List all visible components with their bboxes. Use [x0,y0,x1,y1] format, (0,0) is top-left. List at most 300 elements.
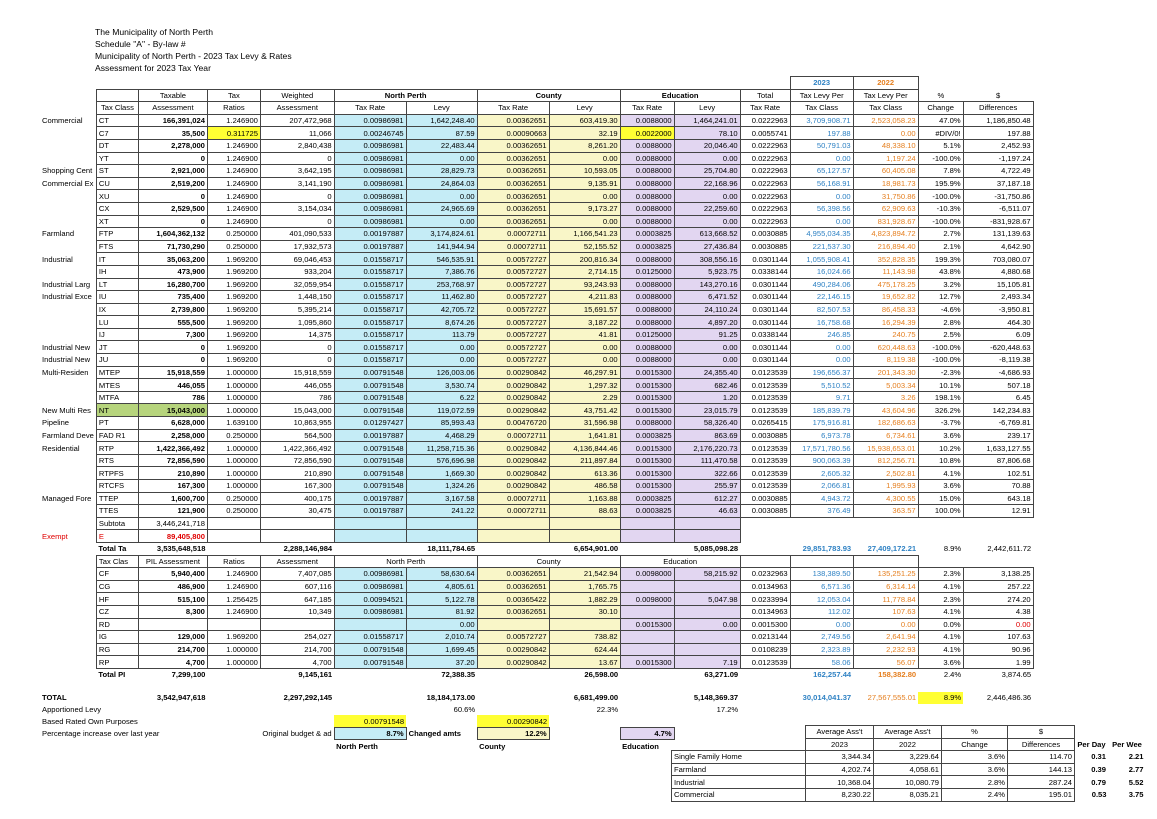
value-cell: 241.22 [406,505,477,518]
avg-2022-year: 2022 [874,738,942,751]
exempt-label: Exempt [42,531,68,541]
value-cell: 7.8% [918,165,963,178]
value-cell: 5,510.52 [790,379,853,392]
total-pil-edu: 63,271.09 [704,670,739,680]
tax-class-code: RG [96,643,138,656]
value-cell: 1.969200 [207,253,260,266]
based-rated-np: 0.00791548 [334,715,406,727]
value-cell: -31,750.86 [963,190,1033,203]
table-row [40,341,1033,354]
empty-cell [672,726,806,739]
category-label: Managed Fore [42,493,92,503]
value-cell: 65,127.57 [790,165,853,178]
value-cell: 198.1% [918,391,963,404]
table-row [40,316,1033,329]
total-pil-change: 2.4% [943,670,962,680]
value-cell: 2,323.89 [790,643,853,656]
value-cell: 507.18 [963,379,1033,392]
value-cell: 24,965.69 [406,202,477,215]
value-cell: 0.00362651 [477,177,549,190]
empty-cell [674,530,740,543]
value-cell: 1.246900 [207,114,260,127]
value-cell: 0.0301144 [740,253,790,266]
value-cell: 0.0222963 [740,139,790,152]
value-cell: 3,154,034 [260,202,334,215]
value-cell [620,580,674,593]
value-cell: 0.0030885 [740,505,790,518]
value-cell: 1,422,366,492 [138,442,207,455]
column-header-tax-class: Tax Class [790,102,853,115]
header-row-columns [40,102,1033,115]
empty-cell [207,542,260,555]
value-cell: -4.6% [918,303,963,316]
tax-class-code: PT [96,417,138,430]
value-cell: 7,300 [138,328,207,341]
tax-class-code: CX [96,202,138,215]
value-cell: 446,055 [260,379,334,392]
footer-edu-label: Education [622,741,659,751]
value-cell: 58,326.40 [674,417,740,430]
empty-cell [620,77,674,90]
value-cell: 8,119.38 [853,354,918,367]
value-cell: 5,047.98 [674,593,740,606]
category-label: Residential [42,443,80,453]
value-cell: 2,641.94 [853,631,918,644]
value-cell: 0.01558717 [334,316,406,329]
table-row [40,152,1033,165]
tax-class-code: C7 [96,127,138,140]
empty-cell [790,681,853,693]
value-cell: 0.00362651 [477,152,549,165]
value-cell: 0.0015300 [620,379,674,392]
tax-class-code: YT [96,152,138,165]
per-day-header: Per Day [1077,739,1106,749]
value-cell: 4,300.55 [853,492,918,505]
table-row [40,253,1033,266]
value-cell: 0.0088000 [620,114,674,127]
value-cell: 87.59 [406,127,477,140]
value-cell: 3,167.58 [406,492,477,505]
value-cell: 135,251.25 [853,568,918,581]
empty-cell [963,681,1033,693]
value-cell: 0.0301144 [740,278,790,291]
value-cell: 3.2% [918,278,963,291]
avg-value: 2.21 [1128,752,1144,762]
empty-cell [477,704,549,716]
value-cell: 2.29 [549,391,620,404]
value-cell: 0.00 [674,341,740,354]
property-type-label: Farmland [672,763,806,776]
value-cell: 182,686.63 [853,417,918,430]
empty-cell [207,77,260,90]
value-cell: -4,686.93 [963,366,1033,379]
percent-header: % [937,90,945,100]
value-cell: 0.00 [853,127,918,140]
value-cell: 58,630.64 [406,568,477,581]
value-cell: 1,422,366,492 [260,442,334,455]
empty-cell [477,692,549,704]
tax-class-code: NT [96,404,138,417]
value-cell: 11,066 [260,127,334,140]
value-cell: 22,146.15 [790,291,853,304]
avg-pct-header: % [942,726,1008,739]
tax-class-code: TTES [96,505,138,518]
value-cell: 0 [260,152,334,165]
value-cell: 400,175 [260,492,334,505]
tax-class-code: MTEP [96,366,138,379]
table-row [40,354,1033,367]
value-cell: 624.44 [549,643,620,656]
value-cell [334,618,406,631]
value-cell [674,643,740,656]
value-cell: 0.0222963 [740,165,790,178]
value-cell: 0.00362651 [477,190,549,203]
value-cell: 131,139.63 [963,228,1033,241]
value-cell: 119,072.59 [406,404,477,417]
value-cell: 486.58 [549,480,620,493]
value-cell: 4,955,034.35 [790,228,853,241]
avg-2023-year: 2023 [806,738,874,751]
value-cell: 0.0022000 [620,127,674,140]
value-cell [620,643,674,656]
value-cell: 21,542.94 [549,568,620,581]
value-cell: -3,950.81 [963,303,1033,316]
empty-cell [1075,726,1109,739]
value-cell: 0.00072711 [477,429,549,442]
value-cell: 0.00246745 [334,127,406,140]
value-cell: 0.00290842 [477,454,549,467]
value-cell: 0.00572727 [477,341,549,354]
category-label [40,593,96,606]
value-cell: 12,053.04 [790,593,853,606]
table-row [40,328,1033,341]
table-row [40,568,1033,581]
value-cell: 142,234.83 [963,404,1033,417]
category-label [40,580,96,593]
value-cell: 0.00197887 [334,492,406,505]
value-cell: 3.6% [918,480,963,493]
value-cell: 0.250000 [207,228,260,241]
empty-cell [963,517,1033,530]
value-cell: 216,894.40 [853,240,918,253]
value-cell: 613.36 [549,467,620,480]
value-cell: 0.00986981 [334,177,406,190]
avg-header-row-1 [672,726,1146,739]
value-cell: 0.01558717 [334,631,406,644]
avg-change-label: Change [942,738,1008,751]
value-cell: 11,258,715.36 [406,442,477,455]
value-cell: -100.0% [918,190,963,203]
category-label [40,127,96,140]
value-cell: 6.09 [963,328,1033,341]
pil-assessment-header: PIL Assessment [138,555,207,568]
tax-class-code: TTEP [96,492,138,505]
value-cell: 0.0301144 [740,316,790,329]
category-label: Industrial [42,254,73,264]
value-cell: 0.00986981 [334,568,406,581]
value-cell: 0.0030885 [740,240,790,253]
value-cell: 6,314.14 [853,580,918,593]
value-cell: 1,095,860 [260,316,334,329]
footer-np-label: North Perth [336,741,378,751]
empty-cell [620,692,674,704]
total-pil-row [40,668,1033,680]
value-cell: 58.06 [790,656,853,669]
value-cell: 0.00072711 [477,240,549,253]
value-cell: 490,284.06 [790,278,853,291]
value-cell: 0.0015300 [620,366,674,379]
category-label [40,618,96,631]
value-cell: 0.00791548 [334,656,406,669]
empty-cell [40,542,96,555]
apportioned-row [40,704,1033,716]
value-cell: 0.00 [406,341,477,354]
grand-total-2023: 30,014,041.37 [802,693,852,703]
value-cell [260,618,334,631]
value-cell: 4,700 [260,656,334,669]
value-cell: 2,502.81 [853,467,918,480]
empty-cell [549,530,620,543]
value-cell: 15,938,653.01 [853,442,918,455]
value-cell: 0.00290842 [477,379,549,392]
value-cell: 0.00 [406,354,477,367]
value-cell: 214,700 [138,643,207,656]
value-cell: 0.00 [549,152,620,165]
value-cell: 0 [138,152,207,165]
value-cell: 25,704.80 [674,165,740,178]
value-cell: 166,391,024 [138,114,207,127]
empty-cell [853,530,918,543]
avg-value: 4,202.74 [806,763,874,776]
value-cell: 31,750.86 [853,190,918,203]
value-cell: 46,297.91 [549,366,620,379]
empty-cell [334,692,406,704]
changed-amounts-label: Changed amts [408,729,461,739]
value-cell: 0.0015300 [740,618,790,631]
value-cell: 6,571.36 [790,580,853,593]
value-cell: 102.51 [963,467,1033,480]
empty-cell [96,681,138,693]
empty-cell [260,740,334,752]
value-cell: 0.0088000 [620,303,674,316]
value-cell: 0.0003825 [620,505,674,518]
value-cell: 1,197.24 [853,152,918,165]
empty-cell [674,77,740,90]
value-cell: 0.00986981 [334,202,406,215]
np-increase: 8.7% [334,727,406,740]
value-cell: 0.00362651 [477,568,549,581]
tax-class-code: RTS [96,454,138,467]
property-type-label: Industrial [672,776,806,789]
value-cell [620,605,674,618]
table-row [40,202,1033,215]
tax-class-code: FTS [96,240,138,253]
value-cell: 2.3% [918,593,963,606]
value-cell: 1,642,248.40 [406,114,477,127]
empty-cell [549,740,620,752]
column-header-levy: Levy [674,102,740,115]
table-row [40,442,1033,455]
value-cell: 0.00362651 [477,114,549,127]
tax-class-code: IX [96,303,138,316]
value-cell: 0.00 [963,618,1033,631]
value-cell: 607,116 [260,580,334,593]
empty-cell [918,517,963,530]
value-cell [620,631,674,644]
value-cell: 0.0125000 [620,265,674,278]
value-cell: 239.17 [963,429,1033,442]
subtotal-value: 3,446,241,718 [138,517,207,530]
value-cell: 1.246900 [207,568,260,581]
table-row [40,492,1033,505]
value-cell: 0.0015300 [620,618,674,631]
value-cell: 17,571,780.56 [790,442,853,455]
category-label [40,568,96,581]
value-cell: 47.0% [918,114,963,127]
value-cell: 0.00986981 [334,190,406,203]
empty-cell [334,668,406,680]
value-cell: 352,828.35 [853,253,918,266]
avg-row [672,763,1146,776]
table-row [40,215,1033,228]
empty-cell [620,681,674,693]
value-cell: 72,856,590 [138,454,207,467]
empty-cell [963,704,1033,716]
category-label: Industrial New [42,355,91,365]
tax-class-code: CF [96,568,138,581]
value-cell: 0.00 [674,618,740,631]
avg-value: 2.77 [1128,765,1144,775]
value-cell: 10,593.05 [549,165,620,178]
value-cell: 0 [260,215,334,228]
value-cell: 703,080.07 [963,253,1033,266]
value-cell: 0.0222963 [740,215,790,228]
value-cell: 6,734.61 [853,429,918,442]
value-cell [549,618,620,631]
tax-class-code: IJ [96,328,138,341]
value-cell: 0.00572727 [477,328,549,341]
category-label [40,505,96,518]
value-cell: 37.20 [406,656,477,669]
category-label [40,190,96,203]
avg-value: 0.53 [1091,790,1107,800]
value-cell: 546,535.91 [406,253,477,266]
empty-cell [620,704,674,716]
value-cell: 1,163.88 [549,492,620,505]
category-label: New Multi Res [42,405,91,415]
value-cell: 0.0222963 [740,190,790,203]
empty-cell [549,77,620,90]
value-cell: 0.00 [790,354,853,367]
value-cell: 0.00986981 [334,139,406,152]
empty-cell [740,692,790,704]
value-cell: 1.000000 [207,454,260,467]
grand-total-county: 6,681,499.00 [573,693,619,703]
value-cell: 2.5% [918,328,963,341]
value-cell: 0.00476720 [477,417,549,430]
value-cell: 0.00986981 [334,165,406,178]
empty-cell [740,681,790,693]
table-row [40,190,1033,203]
value-cell: 3,187.22 [549,316,620,329]
value-cell: 0.0301144 [740,341,790,354]
value-cell: 0.0088000 [620,152,674,165]
value-cell: 31,596.98 [549,417,620,430]
value-cell: 1.969200 [207,316,260,329]
value-cell: 0.00365422 [477,593,549,606]
value-cell: 0.00 [790,215,853,228]
table-row [40,618,1033,631]
exempt-class: E [96,530,138,543]
value-cell: 8,300 [138,605,207,618]
value-cell: 3,530.74 [406,379,477,392]
value-cell: 0.00572727 [477,354,549,367]
value-cell: 0.00197887 [334,505,406,518]
value-cell: 24,864.03 [406,177,477,190]
value-cell: 113.79 [406,328,477,341]
value-cell: 0.00986981 [334,580,406,593]
value-cell: 1,324.26 [406,480,477,493]
value-cell: 1,633,127.55 [963,442,1033,455]
value-cell: 87,806.68 [963,454,1033,467]
value-cell: 35,063,200 [138,253,207,266]
value-cell: 4,468.29 [406,429,477,442]
value-cell: 326.2% [918,404,963,417]
value-cell: 15.0% [918,492,963,505]
value-cell: 4.1% [918,467,963,480]
total-pil-county: 26,598.00 [584,670,619,680]
value-cell: 1,669.30 [406,467,477,480]
value-cell: 197.88 [963,127,1033,140]
empty-cell [207,692,260,704]
value-cell: 0.00 [406,215,477,228]
value-cell: 2,840,438 [260,139,334,152]
value-cell: 72,856,590 [260,454,334,467]
tax-class-code: RD [96,618,138,631]
value-cell: 612.27 [674,492,740,505]
value-cell: 738.82 [549,631,620,644]
empty-cell [40,681,96,693]
value-cell: 46.63 [674,505,740,518]
value-cell: 10.8% [918,454,963,467]
value-cell: 2.1% [918,240,963,253]
grand-total-difference: 2,446,486.36 [986,693,1032,703]
value-cell: 221,537.30 [790,240,853,253]
avg-value: 3,344.34 [806,751,874,764]
value-cell: 0.00362651 [477,580,549,593]
value-cell: 0.00197887 [334,240,406,253]
value-cell: 11,778.84 [853,593,918,606]
value-cell: 8,674.26 [406,316,477,329]
value-cell: 0.01297427 [334,417,406,430]
value-cell: 6,973.78 [790,429,853,442]
value-cell: 1,464,241.01 [674,114,740,127]
pil-ratios-header: Ratios [207,555,260,568]
avg-row [672,788,1146,801]
tax-class-code: FTP [96,228,138,241]
table-row [40,505,1033,518]
category-label: Industrial Exce [42,292,92,302]
percent-increase-label: Percentage increase over last year [42,729,160,739]
empty-cell [138,77,207,90]
weighted-header: Weighted [260,89,334,102]
total-2023: 29,851,783.93 [802,544,852,554]
value-cell: 257.22 [963,580,1033,593]
tax-class-code: DT [96,139,138,152]
value-cell: 28,829.73 [406,165,477,178]
value-cell: 0.00986981 [334,114,406,127]
value-cell: 12.91 [963,505,1033,518]
